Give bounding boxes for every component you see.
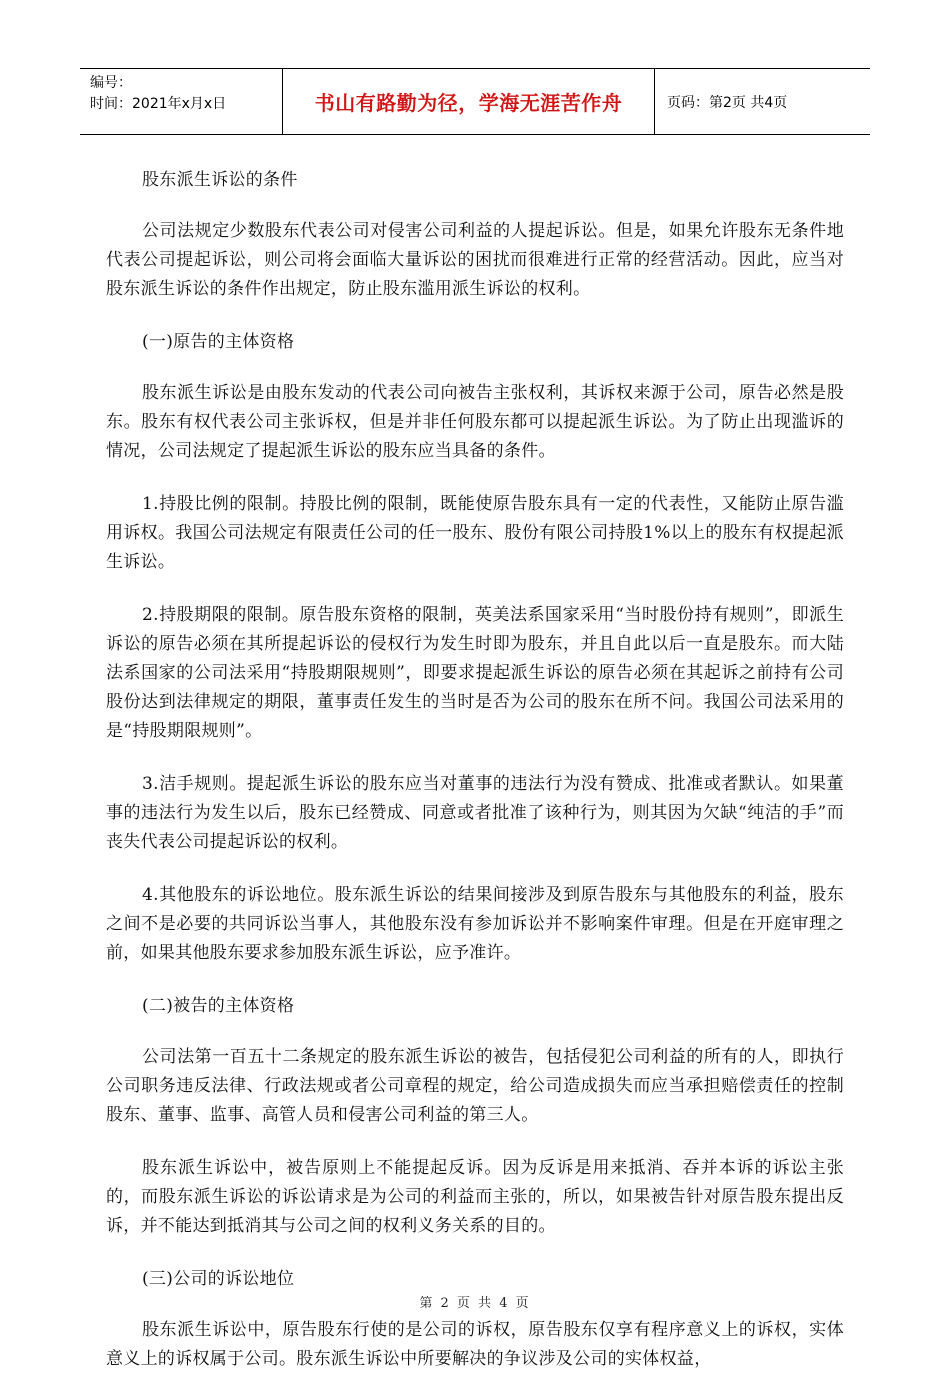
subsection-heading: (三)公司的诉讼地位: [142, 1269, 295, 1289]
subsection-heading: (二)被告的主体资格: [142, 996, 295, 1016]
paragraph: 股东派生诉讼中，被告原则上不能提起反诉。因为反诉是用来抵消、吞并本诉的诉讼主张的，而股东派生诉讼的诉讼请求是为公司的利益而主张的，所以，如果被告针对原告股东提出反诉，并不能达到抵消其与公司之间的权利义务关系的目的。: [106, 1158, 844, 1236]
document-header: [80, 68, 870, 135]
date-label: 时间：2021年x月x日: [90, 96, 227, 112]
subsection-heading: (一)原告的主体资格: [142, 332, 295, 352]
section-title: 股东派生诉讼的条件: [142, 170, 298, 190]
header-motto: 书山有路勤为径，学海无涯苦作舟: [282, 69, 655, 134]
paragraph: 3.洁手规则。提起派生诉讼的股东应当对董事的违法行为没有赞成、批准或者默认。如果董事的违法行为发生以后，股东已经赞成、同意或者批准了该种行为，则其因为欠缺“纯洁的手”而丧失代表公司提起诉讼的权利。: [106, 774, 844, 852]
header-meta: [80, 69, 282, 134]
header-page-info: 页码：第2页 共4页: [667, 94, 788, 111]
paragraph: 公司法第一百五十二条规定的股东派生诉讼的被告，包括侵犯公司利益的所有的人，即执行公司职务违反法律、行政法规或者公司章程的规定，给公司造成损失而应当承担赔偿责任的控制股东、董事、监事、高管人员和侵害公司利益的第三人。: [106, 1047, 844, 1125]
paragraph: 公司法规定少数股东代表公司对侵害公司利益的人提起诉讼。但是，如果允许股东无条件地代表公司提起诉讼，则公司将会面临大量诉讼的困扰而很难进行正常的经营活动。因此，应当对股东派生诉讼的条件作出规定，防止股东滥用派生诉讼的权利。: [106, 221, 844, 299]
paragraph: 1.持股比例的限制。持股比例的限制，既能使原告股东具有一定的代表性，又能防止原告滥用诉权。我国公司法规定有限责任公司的任一股东、股份有限公司持股1%以上的股东有权提起派生诉讼。: [106, 494, 844, 572]
paragraph: 股东派生诉讼是由股东发动的代表公司向被告主张权利，其诉权来源于公司，原告必然是股东。股东有权代表公司主张诉权，但是并非任何股东都可以提起派生诉讼。为了防止出现滥诉的情况，公司法规定了提起派生诉讼的股东应当具备的条件。: [106, 383, 844, 461]
paragraph: 股东派生诉讼中，原告股东行使的是公司的诉权，原告股东仅享有程序意义上的诉权，实体意义上的诉权属于公司。股东派生诉讼中所要解决的争议涉及公司的实体权益，: [106, 1320, 844, 1369]
paragraph: 2.持股期限的限制。原告股东资格的限制，英美法系国家采用“当时股份持有规则”，即派生诉讼的原告必须在其所提起诉讼的侵权行为发生时即为股东，并且自此以后一直是股东。而大陆法系国家的公司法采用“持股期限规则”，即要求提起派生诉讼的原告必须在其起诉之前持有公司股份达到法律规定的期限，董事责任发生的当时是否为公司的股东在所不问。我国公司法采用的是“持股期限规则”。: [106, 605, 844, 741]
document-body: [106, 166, 844, 1398]
page-footer: 第 2 页 共 4 页: [419, 1296, 531, 1311]
paragraph: 4.其他股东的诉讼地位。股东派生诉讼的结果间接涉及到原告股东与其他股东的利益，股东之间不是必要的共同诉讼当事人，其他股东没有参加诉讼并不影响案件审理。但是在开庭审理之前，如果其他股东要求参加股东派生诉讼，应予准许。: [106, 885, 844, 963]
number-label: 编号：: [90, 75, 132, 91]
